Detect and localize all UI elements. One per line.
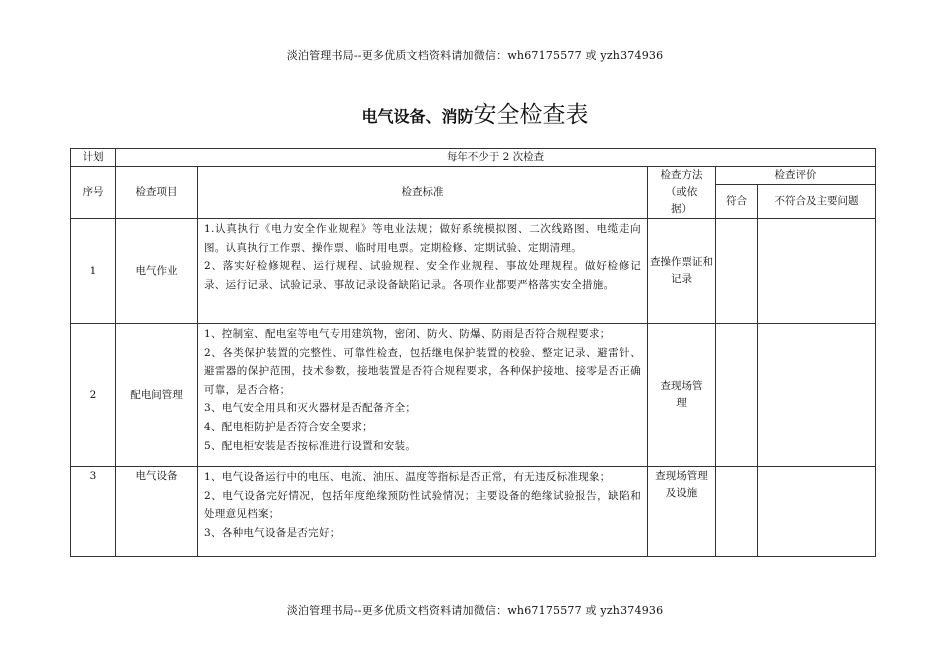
row-method: 查操作票证和记录 [648, 219, 716, 324]
header-evaluation: 检查评价 [716, 167, 876, 185]
plan-label: 计划 [71, 149, 116, 167]
table-row [71, 324, 876, 467]
header-row-1 [71, 167, 876, 185]
row-seq: 3 [71, 467, 116, 557]
standard-line: 2、各类保护装置的完整性、可靠性检查，包括继电保护装置的校验、整定记录、避雷针、避雷器的保护范围，技术参数，接地装置是否符合规程要求，各种保护接地、接零是否正确可靠，是否合格； [204, 346, 641, 396]
header-item: 检查项目 [116, 167, 198, 219]
row-nonconform[interactable] [758, 324, 876, 467]
header-note: 淡泊管理书局--更多优质文档资料请加微信：wh67175577 或 yzh374936 [286, 49, 664, 62]
title-part-2: 安全检查表 [473, 102, 589, 128]
header-method-line-2: （或依 [665, 186, 698, 198]
header-standard: 检查标准 [198, 167, 648, 219]
row-nonconform[interactable] [758, 219, 876, 324]
row-nonconform[interactable] [758, 467, 876, 557]
row-item: 电气设备 [116, 467, 198, 557]
row-standard [198, 467, 648, 557]
header-method-line-1: 检查方法 [660, 169, 703, 181]
row-standard [198, 219, 648, 324]
row-conform[interactable] [716, 324, 758, 467]
row-method: 查现场管理 [648, 324, 716, 467]
standard-line: 1.认真执行《电力安全作业规程》等电业法规；做好系统模拟图、二次线路图、电缆走向图。认真执行工作票、操作票、临时用电票。定期检修、定期试验、定期清理。 [204, 223, 641, 254]
plan-row [71, 149, 876, 167]
row-standard [198, 324, 648, 467]
standard-line: 4、配电柜防护是否符合安全要求； [204, 420, 373, 433]
header-seq: 序号 [71, 167, 116, 219]
standard-line: 3、各种电气设备是否完好； [204, 526, 341, 539]
standard-line: 5、配电柜安装是否按标准进行设置和安装。 [204, 439, 417, 452]
table-row [71, 219, 876, 324]
row-method: 查现场管理及设施 [648, 467, 716, 557]
row-conform[interactable] [716, 219, 758, 324]
plan-value: 每年不少于 2 次检查 [116, 149, 876, 167]
row-conform[interactable] [716, 467, 758, 557]
standard-line: 3、电气安全用具和灭火器材是否配备齐全； [204, 402, 417, 415]
row-item: 配电间管理 [116, 324, 198, 467]
header-method-line-3: 据） [671, 203, 692, 215]
footer-note: 淡泊管理书局--更多优质文档资料请加微信：wh67175577 或 yzh374936 [286, 604, 664, 617]
header-nonconform: 不符合及主要问题 [758, 185, 876, 219]
row-item: 电气作业 [116, 219, 198, 324]
header-method [648, 167, 716, 219]
standard-line: 2、电气设备完好情况，包括年度绝缘预防性试验情况；主要设备的绝缘试验报告，缺陷和处理意见档案； [204, 489, 641, 521]
table-row [71, 467, 876, 557]
standard-line: 2、落实好检修规程、运行规程、试验规程、安全作业规程、事故处理规程。做好检修记录、运行记录、试验记录、事故记录设备缺陷记录。各项作业都要严格落实安全措施。 [204, 260, 641, 291]
standard-line: 1、控制室、配电室等电气专用建筑物，密闭、防火、防爆、防雨是否符合规程要求； [204, 328, 611, 340]
standard-line: 1、电气设备运行中的电压、电流、油压、温度等指标是否正常，有无违反标准现象； [204, 471, 611, 483]
title-part-1: 电气设备、消防 [361, 107, 474, 126]
row-seq: 1 [71, 219, 116, 324]
document-title [0, 96, 950, 129]
inspection-table [70, 148, 876, 557]
row-seq: 2 [71, 324, 116, 467]
header-conform: 符合 [716, 185, 758, 219]
